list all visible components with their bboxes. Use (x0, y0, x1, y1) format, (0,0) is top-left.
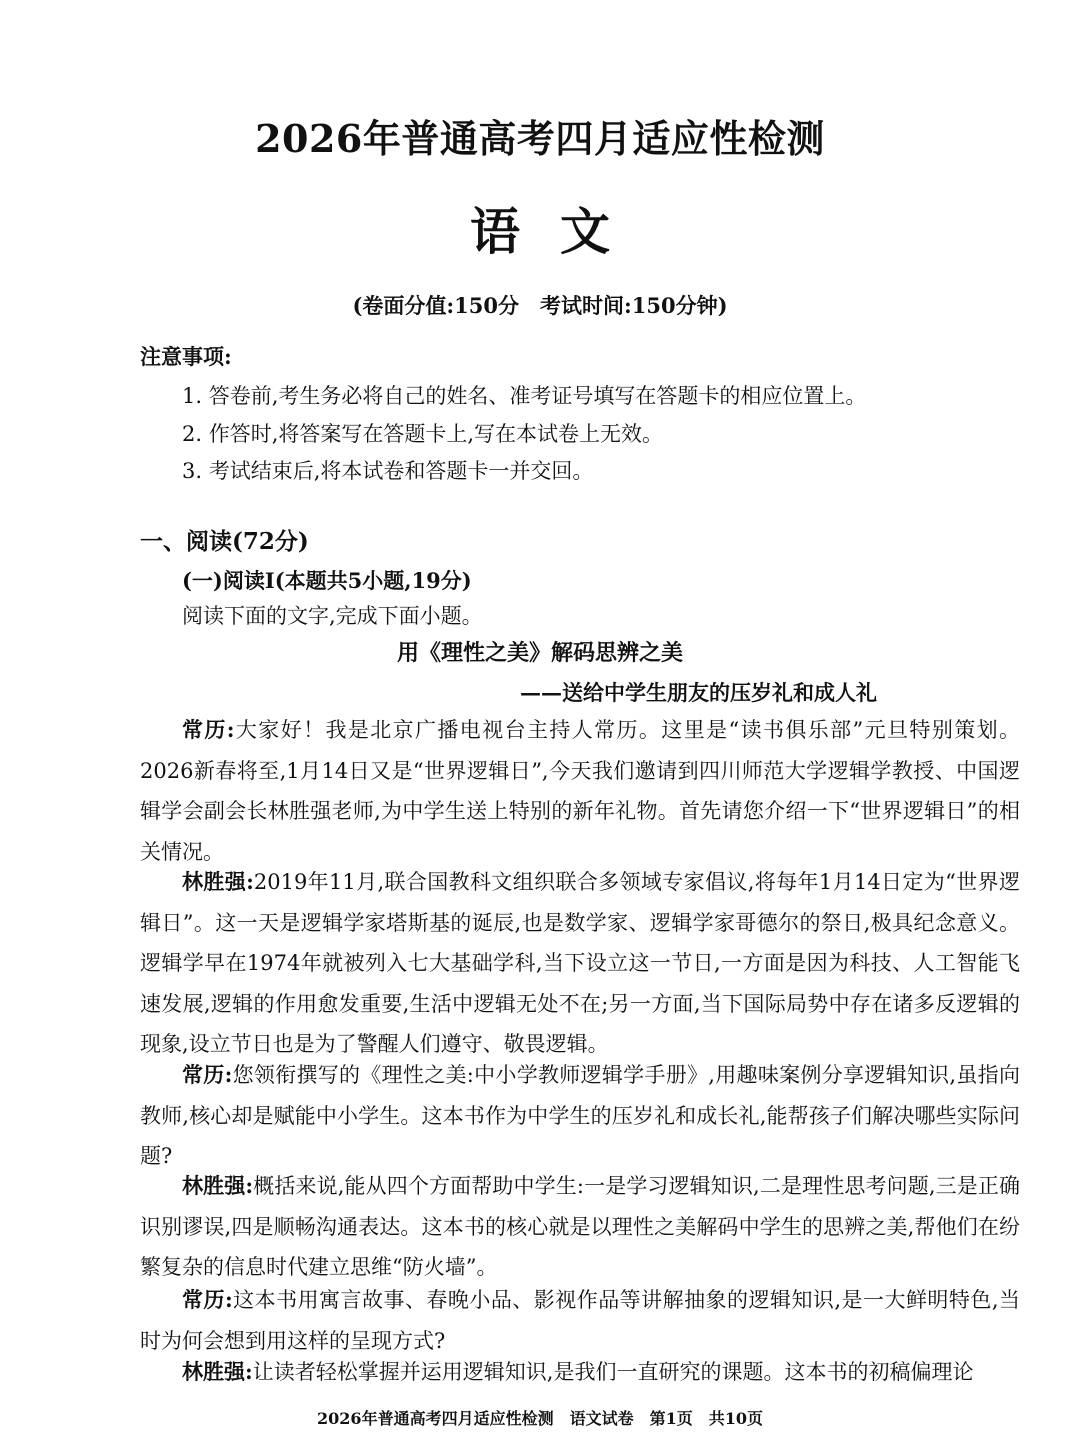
dialogue-paragraph (140, 1166, 1020, 1288)
speaker-name: 常历: (182, 717, 235, 742)
article-title: 用《理性之美》解码思辨之美 (396, 640, 683, 666)
section-instruction: 阅读下面的文字,完成下面小题。 (182, 604, 483, 628)
dialogue-paragraph (140, 862, 1020, 1065)
section-sub-heading: (一)阅读Ⅰ(本题共5小题,19分) (182, 568, 472, 593)
speaker-name: 林胜强: (182, 1173, 254, 1198)
speaker-name: 林胜强: (182, 1359, 253, 1384)
paragraph-text: 大家好！我是北京广播电视台主持人常历。这里是“读书俱乐部”元旦特别策划。2026新春将至,1月14日又是“世界逻辑日”,今天我们邀请到四川师范大学逻辑学教授、中国逻辑学会副会长林胜强老师,为中学生送上特别的新年礼物。首先请您介绍一下“世界逻辑日”的相关情况。 (140, 718, 1020, 864)
subject-title: 语文 (470, 202, 650, 261)
paragraph-text: 概括来说,能从四个方面帮助中学生:一是学习逻辑知识,二是理性思考问题,三是正确识别谬误,四是顺畅沟通表达。这本书的核心就是以理性之美解码中学生的思辨之美,帮他们在纷繁复杂的信息时代建立思维“防火墙”。 (140, 1174, 1020, 1279)
paragraph-text: 2019年11月,联合国教科文组织联合多领域专家倡议,将每年1月14日定为“世界逻辑日”。这一天是逻辑学家塔斯基的诞辰,也是数学家、逻辑学家哥德尔的祭日,极具纪念意义。逻辑学早在1974年就被列入七大基础学科,当下设立这一节日,一方面是因为科技、人工智能飞速发展,逻辑的作用愈发重要,生活中逻辑无处不在;另一方面,当下国际局势中存在诸多反逻辑的现象,设立节日也是为了警醒人们遵守、敬畏逻辑。 (140, 870, 1020, 1056)
speaker-name: 常历: (182, 1062, 233, 1087)
dialogue-paragraph (140, 1280, 1020, 1361)
speaker-name: 常历: (182, 1287, 233, 1312)
paragraph-text: 让读者轻松掌握并运用逻辑知识,是我们一直研究的课题。这本书的初稿偏理论 (252, 1360, 974, 1384)
notice-label: 注意事项: (140, 344, 232, 369)
paragraph-text: 这本书用寓言故事、春晚小品、影视作品等讲解抽象的逻辑知识,是一大鲜明特色,当时为何会想到用这样的呈现方式? (140, 1288, 1020, 1353)
paragraph-text: 您领衔撰写的《理性之美:中小学教师逻辑学手册》,用趣味案例分享逻辑知识,虽指向教师,核心却是赋能中小学生。这本书作为中学生的压岁礼和成长礼,能帮孩子们解决哪些实际问题? (140, 1063, 1020, 1168)
speaker-name: 林胜强: (182, 869, 254, 894)
article-subtitle: ——送给中学生朋友的压岁礼和成人礼 (520, 680, 877, 705)
dialogue-paragraph (140, 710, 1020, 872)
page-footer: 2026年普通高考四月适应性检测 语文试卷 第1页 共10页 (317, 1409, 763, 1428)
dialogue-paragraph (140, 1055, 1020, 1177)
exam-meta: (卷面分值:150分 考试时间:150分钟) (352, 293, 728, 318)
notice-item: 3. 考试结束后,将本试卷和答题卡一并交回。 (182, 459, 594, 483)
notice-item: 1. 答卷前,考生务必将自己的姓名、准考证号填写在答题卡的相应位置上。 (182, 384, 867, 408)
notice-item: 2. 作答时,将答案写在答题卡上,写在本试卷上无效。 (182, 422, 664, 446)
exam-title: 2026年普通高考四月适应性检测 (255, 116, 825, 161)
section-heading: 一、阅读(72分) (140, 528, 309, 555)
dialogue-paragraph (140, 1352, 1020, 1393)
